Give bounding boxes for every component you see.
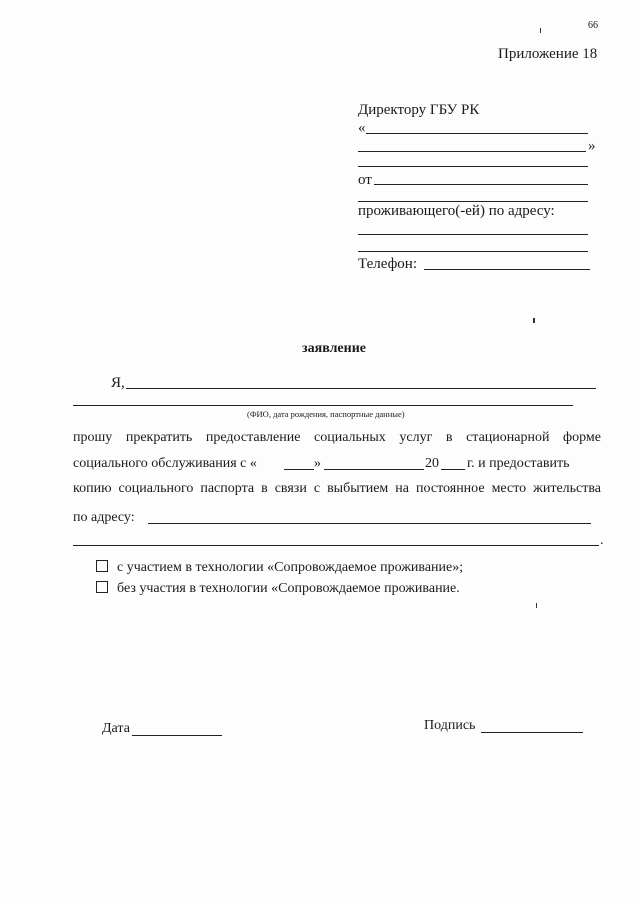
year-field[interactable] xyxy=(441,469,465,470)
addressee-title: Директору ГБУ РК xyxy=(358,102,480,118)
institution-name-line-3[interactable] xyxy=(358,166,588,167)
close-quote-date: » xyxy=(314,456,321,471)
signature-field[interactable] xyxy=(481,732,583,733)
applicant-fio-line-2[interactable] xyxy=(73,405,573,406)
institution-name-line-1[interactable] xyxy=(366,133,588,134)
page-number: 66 xyxy=(588,20,598,31)
option-without-support-label: без участия в технологии «Сопровождаемое проживание. xyxy=(117,581,460,596)
checkbox-without-support[interactable] xyxy=(96,581,108,593)
address-line-2[interactable] xyxy=(358,251,588,252)
from-label: от xyxy=(358,172,372,188)
date-field[interactable] xyxy=(132,735,222,736)
new-address-line-1[interactable] xyxy=(148,523,591,524)
scan-speck xyxy=(540,28,541,33)
new-address-line-2[interactable] xyxy=(73,545,599,546)
i-label: Я, xyxy=(111,375,125,391)
institution-name-line-2[interactable] xyxy=(358,151,586,152)
phone-label: Телефон: xyxy=(358,256,417,272)
scan-speck xyxy=(533,318,535,323)
phone-line[interactable] xyxy=(424,269,590,270)
document-title: заявление xyxy=(302,341,366,356)
option-without-support[interactable] xyxy=(96,581,460,597)
checkbox-with-support[interactable] xyxy=(96,560,108,572)
open-quote: « xyxy=(358,120,366,136)
month-field[interactable] xyxy=(324,469,424,470)
scan-speck xyxy=(536,603,537,608)
body-line-3: копию социального паспорта в связи с выбытием на постоянное место жительства xyxy=(73,481,601,496)
body-line-2-start: социального обслуживания с « xyxy=(73,456,257,471)
appendix-label: Приложение 18 xyxy=(498,46,598,62)
close-quote: » xyxy=(588,138,596,154)
applicant-fio-line[interactable] xyxy=(126,388,596,389)
year-prefix: 20 xyxy=(425,456,439,471)
address-period: . xyxy=(600,533,604,548)
option-with-support[interactable] xyxy=(96,560,463,576)
applicant-name-line-2[interactable] xyxy=(358,201,588,202)
body-line-2-end: г. и предоставить xyxy=(467,456,570,471)
body-line-1: прошу прекратить предоставление социальных услуг в стационарной форме xyxy=(73,430,601,445)
address-label: проживающего(-ей) по адресу: xyxy=(358,203,555,219)
address-line-1[interactable] xyxy=(358,234,588,235)
address-prefix: по адресу: xyxy=(73,510,135,525)
day-field[interactable] xyxy=(284,469,314,470)
option-with-support-label: с участием в технологии «Сопровождаемое проживание»; xyxy=(117,560,464,575)
applicant-name-line[interactable] xyxy=(374,184,588,185)
fio-caption: (ФИО, дата рождения, паспортные данные) xyxy=(247,409,405,419)
date-label: Дата xyxy=(102,721,130,736)
signature-label: Подпись xyxy=(424,718,476,733)
